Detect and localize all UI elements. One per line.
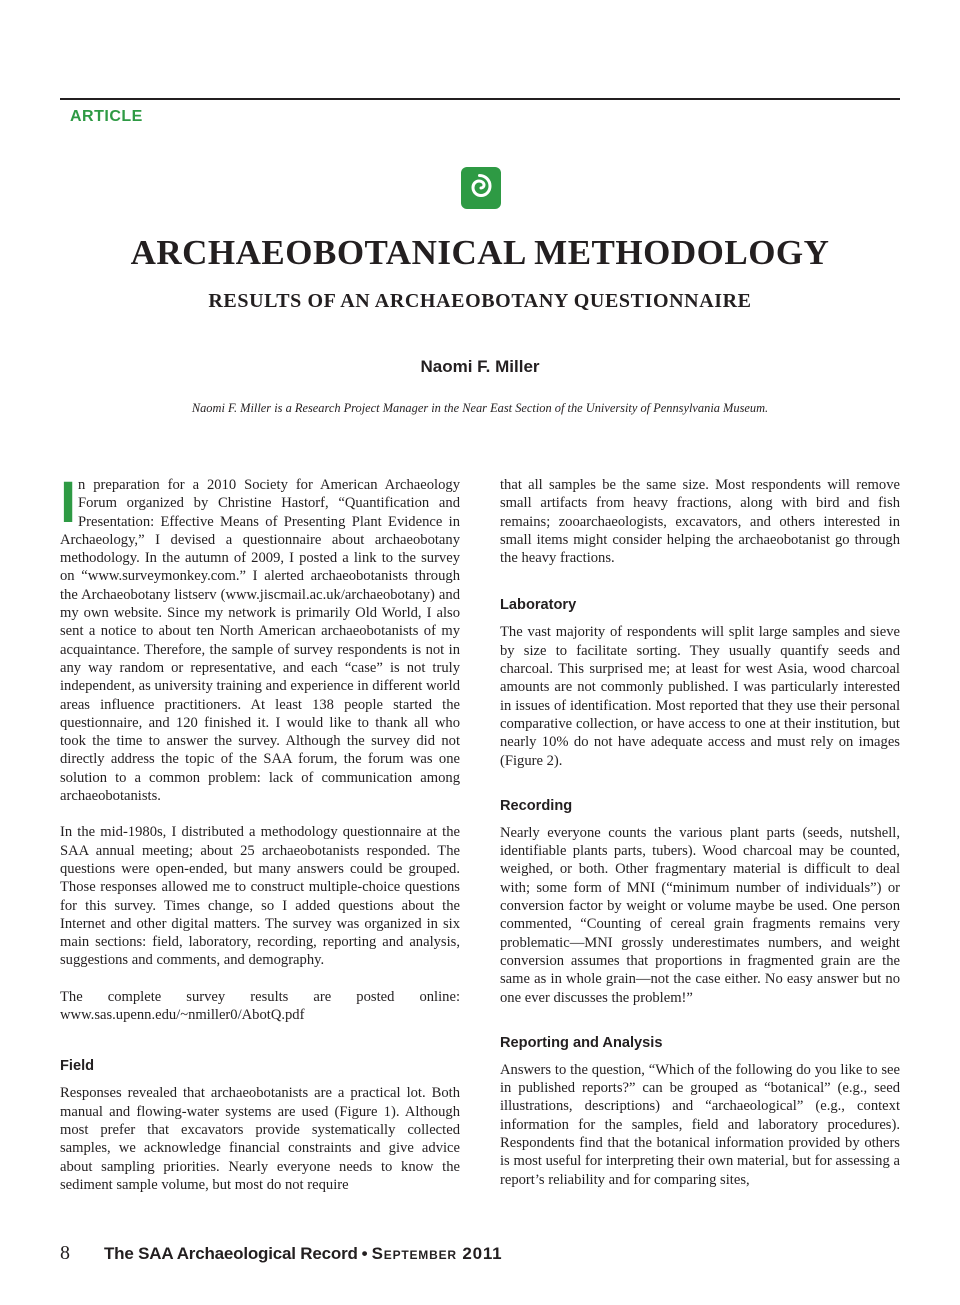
- reporting-heading: Reporting and Analysis: [500, 1034, 663, 1051]
- top-rule: [60, 98, 900, 100]
- right-column: [500, 476, 900, 1189]
- journal-name: The SAA Archaeological Record: [104, 1244, 358, 1263]
- recording-heading: Recording: [500, 797, 573, 814]
- left-column: [60, 470, 460, 1194]
- author-name: Naomi F. Miller: [420, 357, 540, 376]
- field-paragraph: Responses revealed that archaeobotanists are a practical lot. Both manual and flowing-water systems are used (Figure 1). Although most prefer that excavators provide systematically collected samples, we acknowledge financial constraints and give advice about sampling priorities. Nearly everyone needs to know the sediment sample volume, but most do not require: [60, 1085, 460, 1193]
- field-continued-paragraph: that all samples be the same size. Most respondents will remove small artifacts from heavy fractions, along with bird and fish remains; zooarchaeologists, excavators, and others interested in small items might consider helping the archaeobotanist go through the heavy fractions.: [500, 477, 900, 567]
- article-title: ARCHAEOBOTANICAL METHODOLOGY: [130, 233, 830, 272]
- issue-date: September 2011: [371, 1244, 503, 1263]
- field-heading: Field: [60, 1058, 95, 1075]
- intro-paragraph-2: In the mid-1980s, I distributed a methodology questionnaire at the SAA annual meeting; about 25 archaeobotanists responded. The questions were open-ended, but many answers could be grouped. Those responses allowed me to construct multiple-choice questions for this survey. Times change, so I added questions about the Internet and other digital matters. The survey was organized in six main sections: field, laboratory, recording, reporting and analysis, suggestions and comments, and demography.: [60, 824, 460, 969]
- page-footer: [60, 1242, 502, 1265]
- spiral-logo-icon: [460, 166, 502, 210]
- section-label: ARTICLE: [70, 108, 143, 125]
- laboratory-heading: Laboratory: [500, 597, 577, 614]
- footer-bullet: •: [361, 1244, 368, 1263]
- laboratory-paragraph: The vast majority of respondents will split large samples and sieve by size to facilitate sorting. They usually quantify seeds and charcoal. This surprised me; at least for west Asia, wood charcoal amounts are not commonly published. I was particularly interested in issues of identification. Most reported that they use their personal comparative collection, or have access to one at their institution, but nearly 10% do not have adequate access and must rely on images (Figure 2).: [500, 624, 900, 769]
- survey-link-paragraph: The complete survey results are posted online: www.sas.upenn.edu/~nmiller0/AbotQ.pdf: [60, 988, 460, 1024]
- intro-paragraph-1: [60, 470, 460, 805]
- recording-paragraph: Nearly everyone counts the various plant parts (seeds, nutshell, identifiable plants parts, tubers). Wood charcoal may be counted, weighed, or both. Other fragmentary material is difficult to deal with; some form of MNI (“minimum number of individuals”) or conversion factor by weight or volume maybe be used. One person commented, “Counting of cereal grain fragments remains very problematic—MNI grossly underestimates numbers, and weight conversion assumes that proportions in fragmented grain are the same as in whole grain—not the case either. No easy answer but no one ever discusses the problem!”: [500, 824, 900, 1006]
- article-subtitle: RESULTS OF AN ARCHAEOBOTANY QUESTIONNAIRE: [208, 290, 752, 312]
- intro-paragraph-1-text: n preparation for a 2010 Society for American Archaeology Forum organized by Christine Hastorf, “Quantification and Presentation: Effective Means of Presenting Plant Evidence in Archaeology,” I devised a questionnaire about archaeobotany methodology. In the autumn of 2009, I posted a link to the survey on “www.surveymonkey.com.” I alerted archaeobotanists through the Archaeobotany listserv (www.jiscmail.ac.uk/archaeobotany) and my own website. Since my network is primarily Old World, I also sent a notice to about ten North American archaeobotanists of my acquaintance. Therefore, the sample of survey respondents is not in any way random or representative, and each “case” is not truly independent, as university training and experience in different world areas influence practitioners. At least 138 people started the questionnaire, and 120 finished it. I would like to thank all who took the time to answer the survey. Although the survey did not directly address the topic of the SAA forum, the forum was one solution to a common problem: lack of communication among archaeobotanists.: [60, 477, 460, 805]
- reporting-paragraph: Answers to the question, “Which of the following do you like to see in published reports?” can be grouped as “botanical” (e.g., seed illustrations, descriptions) and “archaeological” (e.g., context information for the samples, field and laboratory procedures). Respondents find that the botanical information provided by others is most useful for interpreting their own material, but for assessing a report’s reliability and for comparing sites,: [500, 1061, 900, 1188]
- drop-cap: I: [60, 470, 77, 535]
- author-note: Naomi F. Miller is a Research Project Manager in the Near East Section of the University of Pennsylvania Museum.: [191, 401, 769, 415]
- page-number: 8: [60, 1242, 70, 1264]
